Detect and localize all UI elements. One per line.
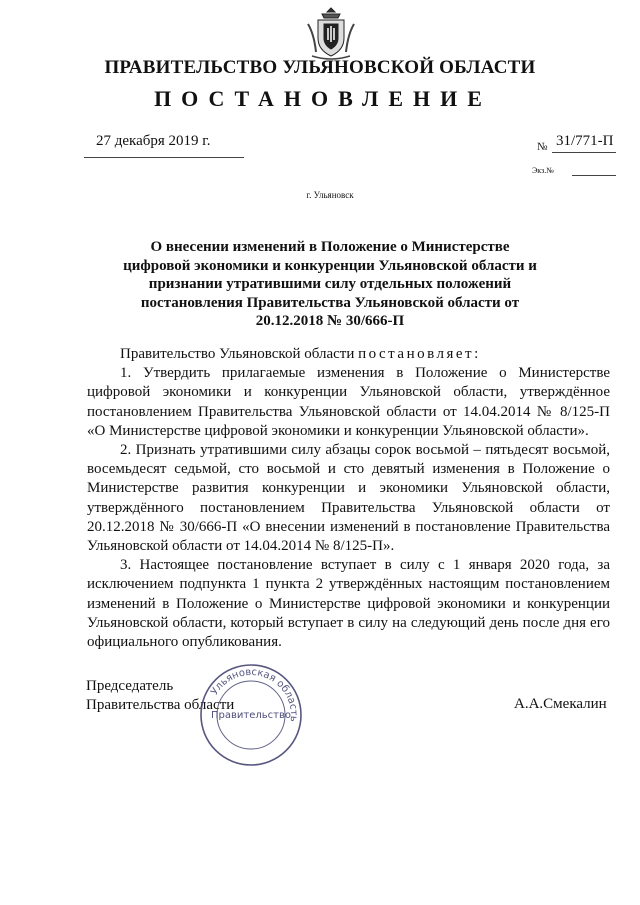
decree-date: 27 декабря 2019 г.	[96, 133, 211, 149]
svg-text:Правительство: Правительство	[211, 710, 291, 721]
paragraph-2: 2. Признать утратившими силу абзацы сорок восьмой – пятьдесят восьмой, восемьдесят седьмой, сто восьмой и сто девятый изменения в Положение о Министерстве развития конкуренции и экономики Ульяновской области, утверждённого постановлением Правительства Ульяновской области от 20.12.2018 № 30/666-П «О внесении изменений в постановление Правительства Ульяновской области от 14.04.2014 № 8/125-П».	[87, 442, 610, 555]
government-name: ПРАВИТЕЛЬСТВО УЛЬЯНОВСКОЙ ОБЛАСТИ	[104, 57, 536, 78]
signatory-name: А.А.Смекалин	[514, 696, 607, 712]
number-underline	[552, 152, 616, 153]
decree-number: 31/771-П	[556, 133, 614, 149]
decree-body	[87, 345, 610, 652]
decree-title: О внесении изменений в Положение о Министерстве цифровой экономики и конкуренции Ульяновской области и признании утратившими силу отдельных положений постановления Правительства Ульяновской области от 20.12.2018 № 30/666-П	[123, 239, 537, 329]
copy-underline	[572, 175, 616, 176]
date-underline	[84, 157, 244, 158]
coat-of-arms-icon	[304, 4, 358, 60]
intro-spaced: постановляет:	[358, 346, 481, 362]
svg-text:Ульяновская область: Ульяновская область	[209, 666, 300, 723]
position-line-1: Председатель	[86, 678, 174, 694]
paragraph-1: 1. Утвердить прилагаемые изменения в Положение о Министерстве цифровой экономики и конкуренции Ульяновской области, утверждённое постановлением Правительства Ульяновской области от 14.04.2014 № 8/125-П «О Министерстве цифровой экономики и конкуренции Ульяновской области».	[87, 365, 610, 439]
number-sign: №	[537, 141, 548, 153]
copy-label: Экз.№	[532, 166, 554, 175]
intro-prefix: Правительство Ульяновской области	[120, 346, 359, 362]
position-line-2: Правительства области	[86, 697, 235, 713]
paragraph-3: 3. Настоящее постановление вступает в силу с 1 января 2020 года, за исключением подпункта 1 пункта 2 утверждённых настоящим постановлением изменений в Положение о Министерстве цифровой экономики и конкуренции Ульяновской области, который вступает в силу на следующий день после дня его официального опубликования.	[87, 557, 610, 651]
official-seal	[196, 660, 306, 770]
city: г. Ульяновск	[306, 190, 354, 200]
intro-paragraph	[87, 345, 610, 364]
document-type: ПОСТАНОВЛЕНИЕ	[154, 86, 492, 111]
